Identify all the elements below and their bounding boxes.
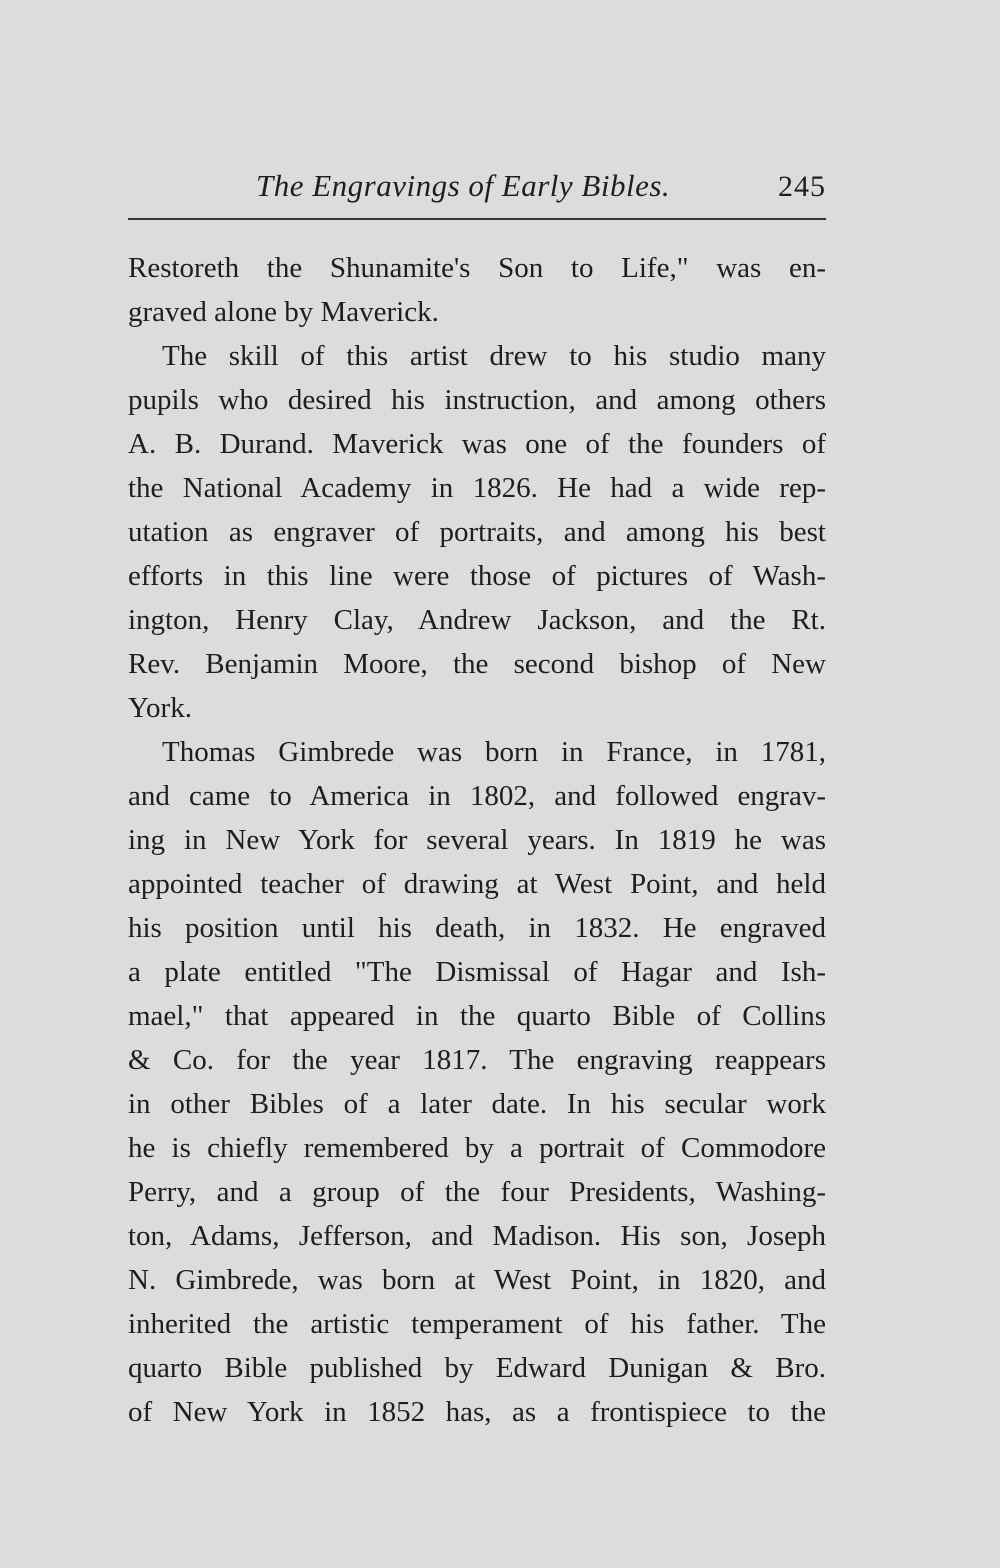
- text-line: appointed teacher of drawing at West Point, and held: [128, 868, 826, 900]
- text-line: mael," that appeared in the quarto Bible of Collins: [128, 1000, 826, 1032]
- text-line: efforts in this line were those of pictures of Wash-: [128, 560, 826, 592]
- text-line: a plate entitled "The Dismissal of Hagar and Ish-: [128, 956, 826, 988]
- text-line: of New York in 1852 has, as a frontispiece to the: [128, 1396, 826, 1428]
- page-number: 245: [778, 170, 826, 203]
- text-line: N. Gimbrede, was born at West Point, in 1820, and: [128, 1264, 826, 1296]
- running-title: The Engravings of Early Bibles.: [256, 168, 671, 203]
- text-line: York.: [128, 692, 192, 724]
- text-line: utation as engraver of portraits, and among his best: [128, 516, 826, 548]
- text-line: & Co. for the year 1817. The engraving reappears: [128, 1044, 826, 1076]
- text-line: Rev. Benjamin Moore, the second bishop of New: [128, 648, 826, 680]
- text-line: in other Bibles of a later date. In his secular work: [128, 1088, 826, 1120]
- text-line: A. B. Durand. Maverick was one of the founders of: [128, 428, 826, 460]
- text-line: pupils who desired his instruction, and among others: [128, 384, 826, 416]
- page-header: [128, 168, 826, 208]
- text-line: Perry, and a group of the four Presidents, Washing-: [128, 1176, 826, 1208]
- text-line: ing in New York for several years. In 1819 he was: [128, 824, 826, 856]
- header-rule: [128, 218, 826, 220]
- text-line: the National Academy in 1826. He had a wide rep-: [128, 472, 826, 504]
- text-line: and came to America in 1802, and followed engrav-: [128, 780, 826, 812]
- text-line: quarto Bible published by Edward Dunigan & Bro.: [128, 1352, 826, 1384]
- text-line: ington, Henry Clay, Andrew Jackson, and the Rt.: [128, 604, 826, 636]
- text-line: Restoreth the Shunamite's Son to Life," was en-: [128, 252, 826, 284]
- text-line: The skill of this artist drew to his studio many: [162, 340, 826, 372]
- body-text: [128, 246, 826, 1434]
- text-line: he is chiefly remembered by a portrait of Commodore: [128, 1132, 826, 1164]
- text-line: his position until his death, in 1832. He engraved: [128, 912, 826, 944]
- text-line: ton, Adams, Jefferson, and Madison. His son, Joseph: [128, 1220, 826, 1252]
- text-line: graved alone by Maverick.: [128, 296, 439, 328]
- text-line: Thomas Gimbrede was born in France, in 1781,: [162, 736, 826, 768]
- text-line: inherited the artistic temperament of his father. The: [128, 1308, 826, 1340]
